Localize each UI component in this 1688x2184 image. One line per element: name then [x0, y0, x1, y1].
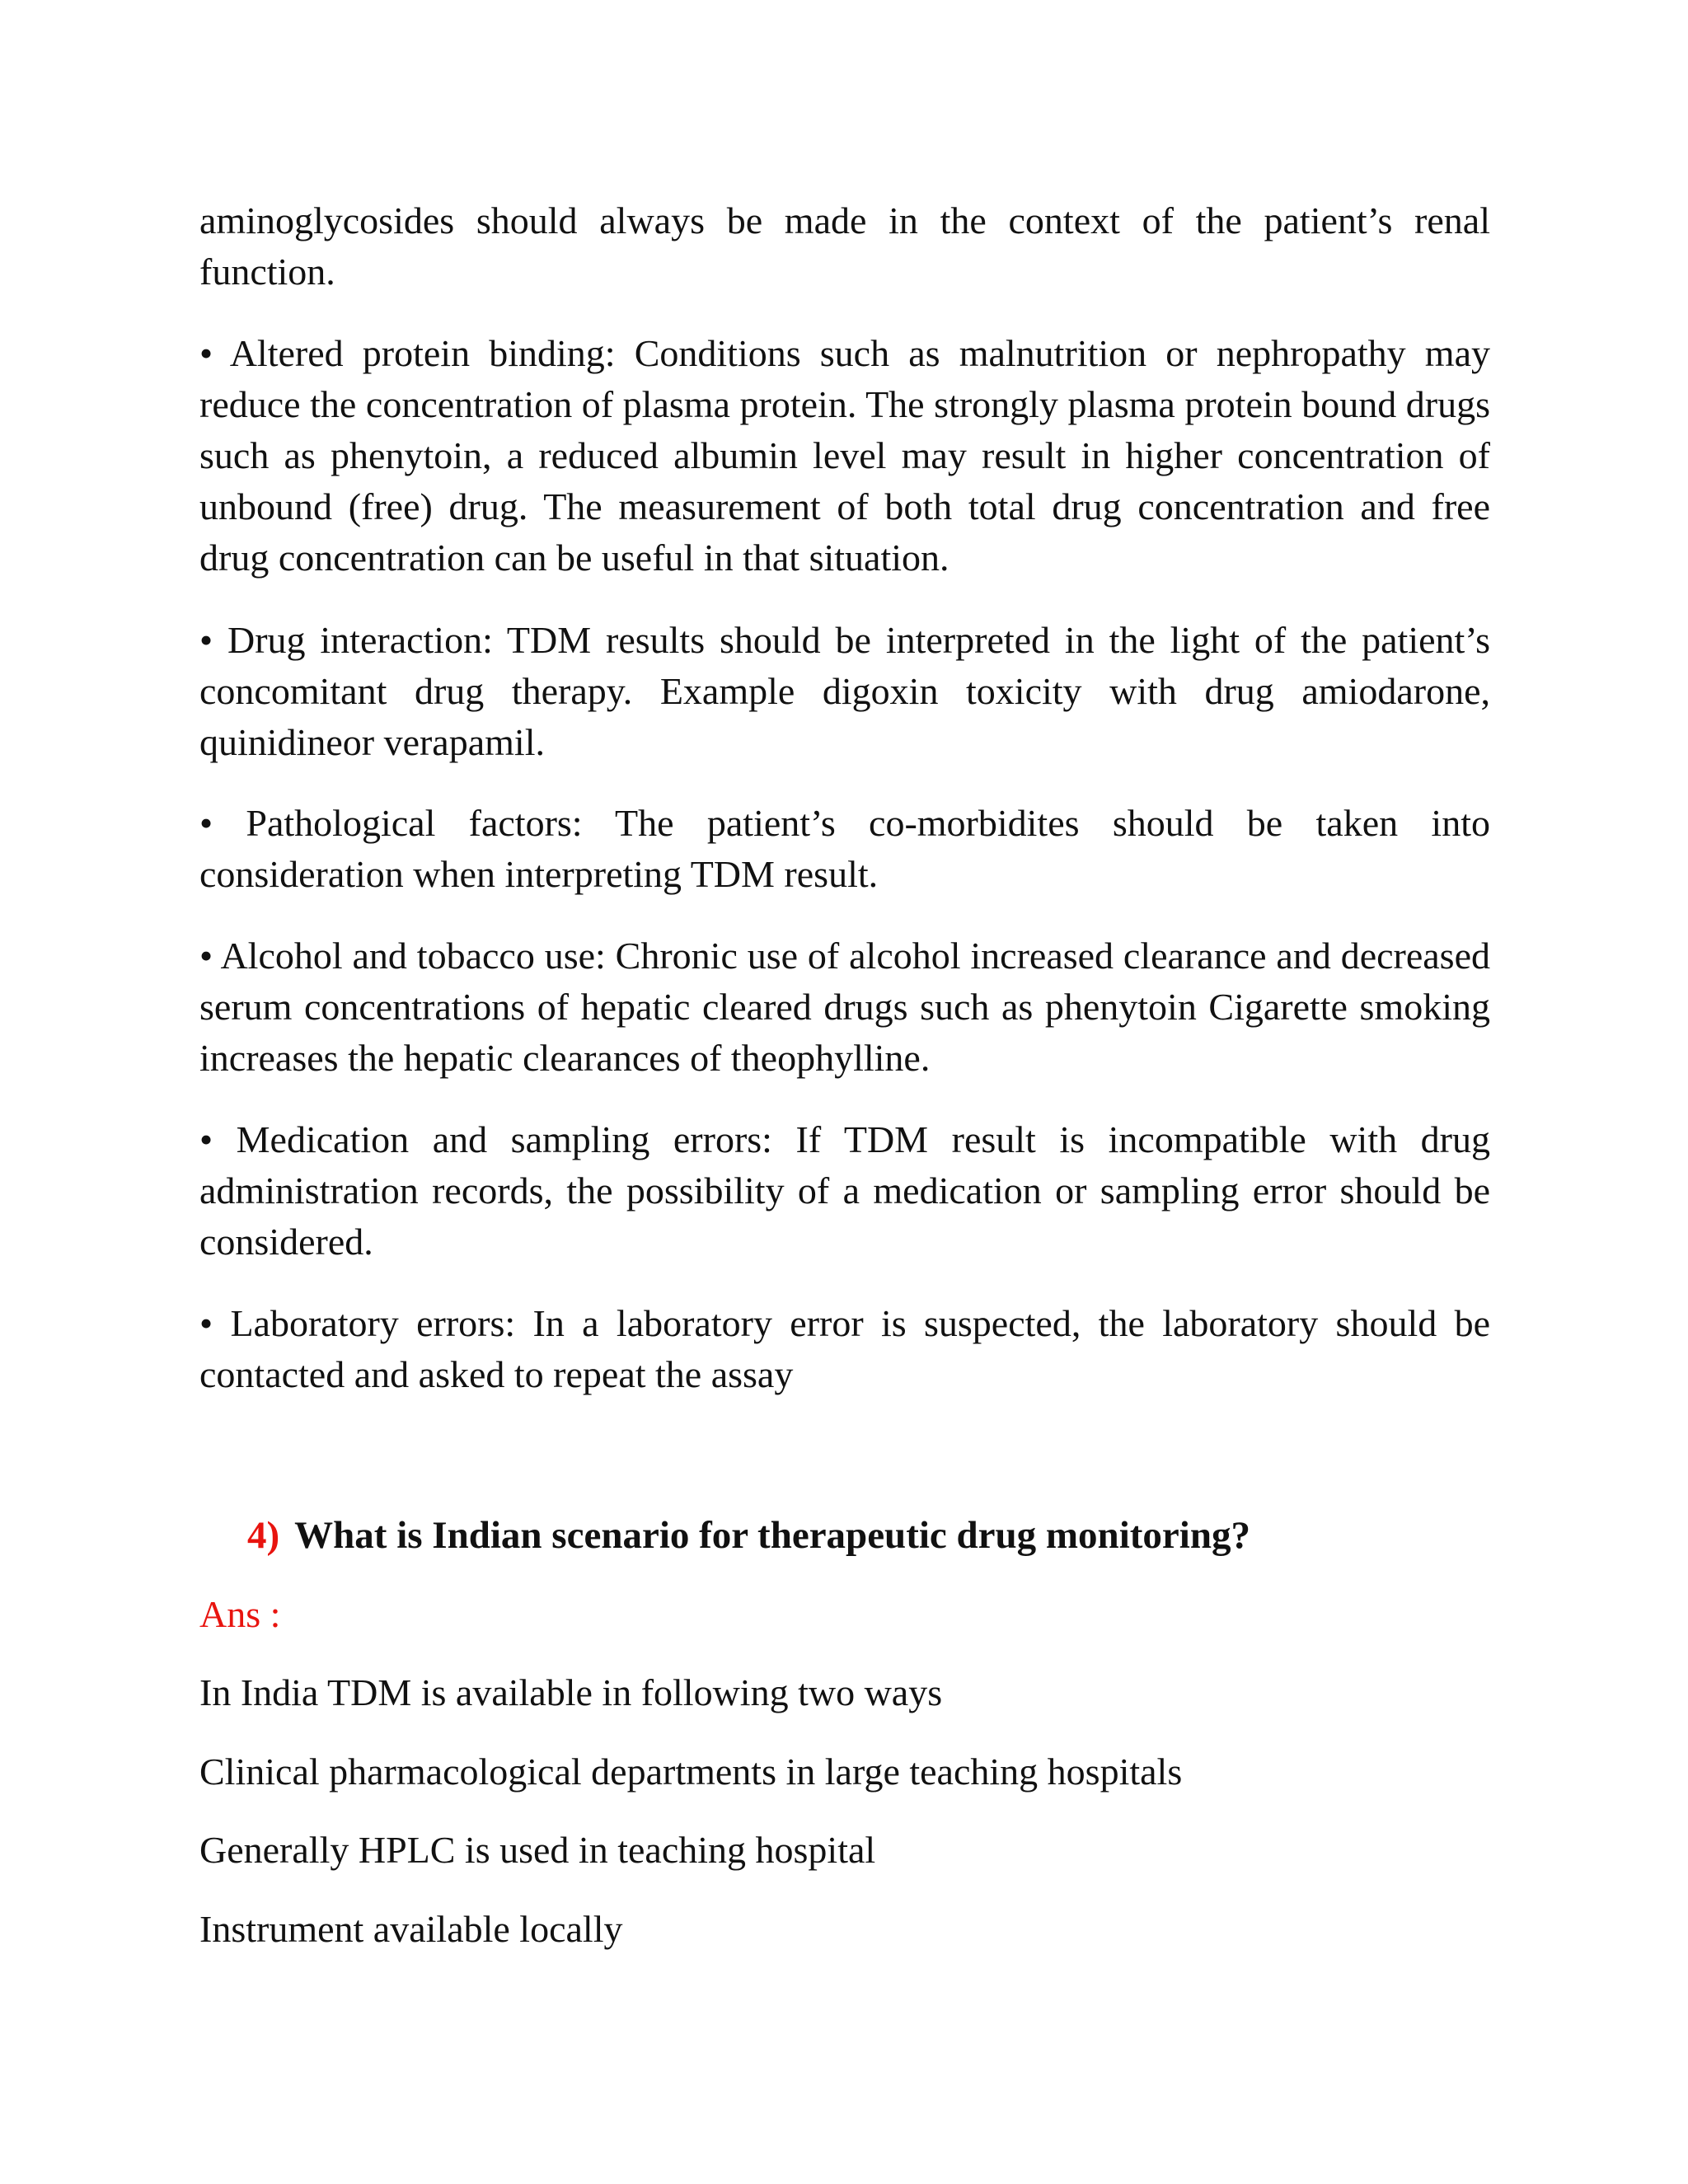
- answer-line: Instrument available locally: [199, 1908, 623, 1950]
- answer-line: In India TDM is available in following two ways: [199, 1671, 943, 1713]
- paragraph-altered-protein-binding: • Altered protein binding: Conditions such as malnutrition or nephropathy may reduce the concentration of plasma protein. The strongly plasma protein bound drugs such as phenytoin, a reduced albumin level may result in higher concentration of unbound (free) drug. The measurement of both total drug concentration and free drug concentration can be useful in that situation.: [199, 332, 1490, 579]
- paragraph-drug-interaction: • Drug interaction: TDM results should be interpreted in the light of the patient’s concomitant drug therapy. Example digoxin toxicity with drug amiodarone, quinidineor verapamil.: [199, 619, 1490, 763]
- paragraph-alcohol-tobacco: • Alcohol and tobacco use: Chronic use of alcohol increased clearance and decreased serum concentrations of hepatic cleared drugs such as phenytoin Cigarette smoking increases the hepatic clearances of theophylline.: [199, 935, 1490, 1079]
- answer-line: Generally HPLC is used in teaching hospital: [199, 1829, 876, 1871]
- paragraph-renal-function: aminoglycosides should always be made in the context of the patient’s renal function.: [199, 199, 1490, 293]
- paragraph-pathological-factors: • Pathological factors: The patient’s co-morbidites should be taken into consideration when interpreting TDM result.: [199, 802, 1490, 895]
- question-heading: [247, 1510, 1250, 1561]
- answer-line: Clinical pharmacological departments in large teaching hospitals: [199, 1750, 1183, 1793]
- question-number: 4): [247, 1514, 280, 1557]
- question-text: What is Indian scenario for therapeutic drug monitoring?: [294, 1514, 1250, 1557]
- answer-label: Ans :: [199, 1593, 281, 1635]
- paragraph-medication-sampling-errors: • Medication and sampling errors: If TDM result is incompatible with drug administration records, the possibility of a medication or sampling error should be considered.: [199, 1118, 1490, 1263]
- paragraph-laboratory-errors: • Laboratory errors: In a laboratory error is suspected, the laboratory should be contacted and asked to repeat the assay: [199, 1302, 1490, 1395]
